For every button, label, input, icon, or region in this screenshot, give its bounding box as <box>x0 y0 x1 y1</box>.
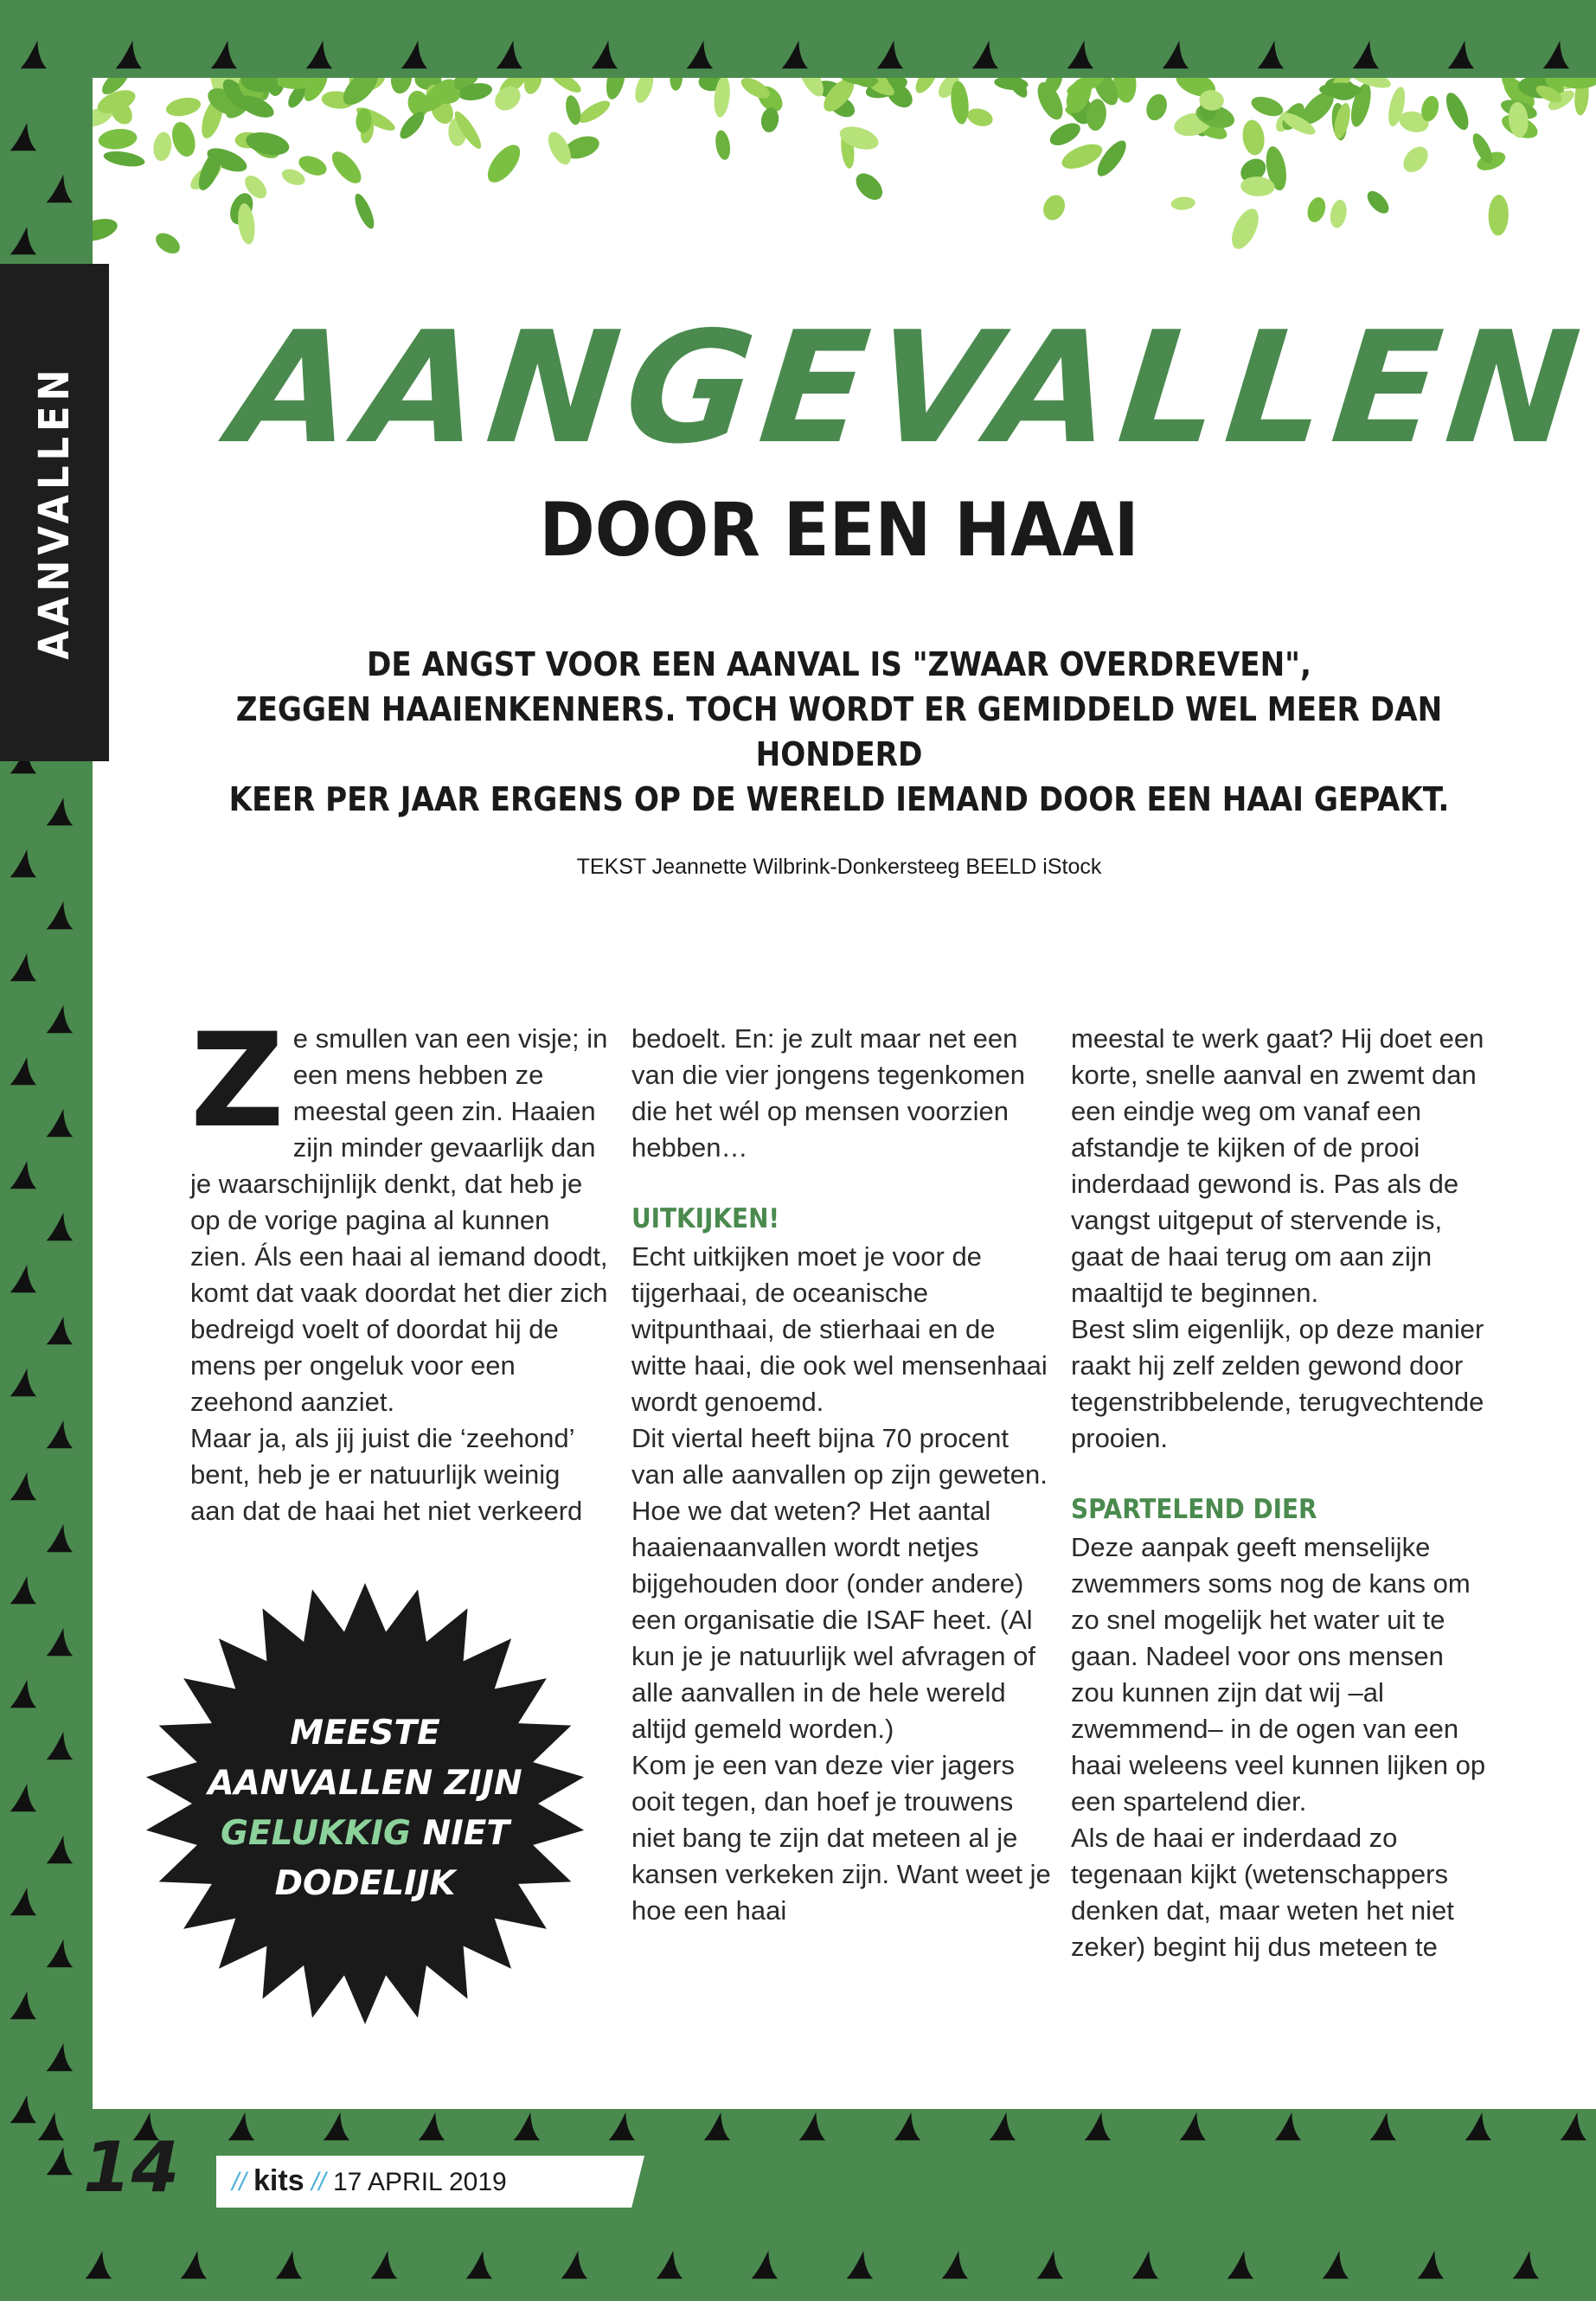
shark-fin-icon <box>47 1836 74 1863</box>
leaf-icon <box>396 108 428 143</box>
shark-fin-icon <box>1561 2112 1587 2140</box>
shark-fin-icon <box>10 227 37 254</box>
leaf-icon <box>151 131 173 162</box>
section-heading-uitkijken: UITKIJKEN! <box>631 1203 780 1234</box>
shark-fin-icon <box>47 1420 74 1448</box>
leaf-icon <box>965 106 995 129</box>
shark-fin-icon <box>1448 41 1475 68</box>
shark-fin-icon <box>371 2251 398 2279</box>
shark-fin-icon <box>1418 2251 1445 2279</box>
leaf-icon <box>1227 205 1264 253</box>
paragraph: meestal te werk gaat? Hij doet een korte, snelle aanval en zwemt dan een eindje weg om vanaf een afstandje te kijken of de prooi inderdaad gewond is. Pas als de vangst uitgeput of stervende is, gaat de haai terug om aan zijn maaltijd te beginnen. <box>1071 1023 1484 1308</box>
leaf-icon <box>1170 196 1195 211</box>
leaf-icon <box>575 97 613 127</box>
shark-fin-icon <box>38 2112 65 2140</box>
shark-fin-icon <box>942 2251 969 2279</box>
footer-text <box>232 2164 507 2198</box>
intro-line: ZEGGEN HAAIENKENNERS. TOCH WORDT ER GEMIDDELD WEL MEER DAN HONDERD <box>235 690 1443 773</box>
leaf-icon <box>168 119 199 160</box>
shark-fin-icon <box>497 41 523 68</box>
shark-fin-icon <box>514 2112 541 2140</box>
shark-fin-icon <box>1275 2112 1302 2140</box>
paragraph: bedoelt. En: je zult maar net een van die vier jongens tegenkomen die het wél op mensen voorzien hebben… <box>631 1023 1025 1163</box>
article-title: AANGEVALLEN <box>224 298 1595 478</box>
shark-fin-icon <box>1370 2112 1397 2140</box>
shark-fin-icon <box>1513 2251 1540 2279</box>
leaf-icon <box>93 215 120 245</box>
shark-fin-icon <box>10 1265 37 1292</box>
starburst-line: MEESTE <box>290 1714 440 1753</box>
shark-fin-icon <box>47 1732 74 1759</box>
paragraph: Hoe we dat weten? Het aantal haaienaanvallen wordt netjes bijgehouden door (onder andere) een organisatie die ISAF heet. (Al kun je je natuurlijk wel afvragen of alle aanvallen in de hele wereld altijd gemeld worden.) <box>631 1496 1035 1744</box>
paragraph: Best slim eigenlijk, op deze manier raakt hij zelf zelden gewond door tegenstribbelende, terugvechtende prooien. <box>1071 1314 1484 1453</box>
shark-fin-icon <box>609 2112 636 2140</box>
footer-separator: // <box>311 2168 326 2196</box>
shark-fin-icon <box>211 41 238 68</box>
shark-fin-icon <box>47 2043 74 2071</box>
shark-fin-icon <box>10 1888 37 1915</box>
shark-fin-icon <box>10 1576 37 1604</box>
shark-fin-icon <box>47 1109 74 1137</box>
leaf-icon <box>851 169 888 205</box>
paragraph: Echt uitkijken moet je voor de tijgerhaai, de oceanische witpunthaai, de stierhaai en de witte haai, die ook wel mensenhaai wordt genoemd. <box>631 1241 1048 1417</box>
shark-fin-icon <box>877 41 904 68</box>
shark-fin-icon <box>306 41 333 68</box>
shark-fin-icon <box>276 2251 303 2279</box>
leaf-icon <box>164 95 202 119</box>
intro-text <box>186 642 1492 822</box>
shark-fin-icon <box>10 1991 37 2019</box>
leaf-icon <box>102 149 145 169</box>
shark-fin-icon <box>116 41 143 68</box>
shark-fin-icon <box>47 1628 74 1656</box>
shark-fin-icon <box>1163 41 1189 68</box>
starburst-text <box>140 1708 590 1909</box>
shark-fin-icon <box>1180 2112 1207 2140</box>
shark-fin-icon <box>1085 2112 1112 2140</box>
leaf-icon <box>1442 90 1473 133</box>
leaf-icon <box>714 129 733 161</box>
leaf-icon <box>152 229 183 258</box>
leaf-icon <box>670 78 683 91</box>
leaf-icon <box>548 78 584 96</box>
shark-fin-icon <box>181 2251 208 2279</box>
starburst-highlight: GELUKKIG <box>221 1814 412 1853</box>
shark-fin-icon <box>401 41 428 68</box>
shark-fin-icon <box>847 2251 874 2279</box>
starburst-line-rest: NIET <box>422 1814 510 1853</box>
issue-date: 17 APRIL 2019 <box>332 2168 507 2196</box>
leaf-icon <box>603 78 629 101</box>
drop-cap: Z <box>190 1006 285 1157</box>
column-3 <box>1071 1021 1486 1965</box>
leaf-icon <box>98 127 138 151</box>
starburst-line: AANVALLEN ZIJN <box>208 1764 522 1803</box>
shark-fin-icon <box>799 2112 826 2140</box>
shark-fin-icon <box>324 2112 350 2140</box>
paragraph: Maar ja, als jij juist die ‘zeehond’ bent, heb je er natuurlijk weinig aan dat de haai het niet verkeerd <box>190 1423 583 1526</box>
shark-fin-icon <box>561 2251 588 2279</box>
shark-fin-icon <box>752 2251 779 2279</box>
paragraph: Deze aanpak geeft menselijke zwemmers soms nog de kans om zo snel mogelijk het water uit te gaan. Nadeel voor ons mensen zou kunnen zijn dat wij –al zwemmend– in de ogen van een haai weleens veel kunnen lijken op een spartelend dier. <box>1071 1532 1486 1817</box>
shark-fin-icon <box>704 2112 731 2140</box>
leaf-icon <box>631 78 657 106</box>
section-tab <box>0 264 109 761</box>
shark-fin-icon <box>47 1939 74 1967</box>
shark-fin-icon <box>972 41 999 68</box>
shark-fin-icon <box>228 2112 255 2140</box>
leaf-icon <box>1328 198 1349 229</box>
shark-fin-icon <box>1543 41 1570 68</box>
leaf-icon <box>1304 195 1329 224</box>
shark-fin-icon <box>466 2251 493 2279</box>
shark-fin-icon <box>1132 2251 1159 2279</box>
shark-fin-icon <box>894 2112 921 2140</box>
page-number: 14 <box>83 2127 180 2208</box>
shark-fin-icon <box>1067 41 1094 68</box>
shark-fin-icon <box>1353 41 1380 68</box>
shark-fin-icon <box>687 41 714 68</box>
section-tab-label: AANVALLEN <box>30 364 79 660</box>
shark-fin-icon <box>10 953 37 981</box>
leaf-icon <box>912 78 941 96</box>
shark-fin-icon <box>10 1057 37 1085</box>
section-heading-spartelend: SPARTELEND DIER <box>1071 1494 1317 1525</box>
paragraph: e smullen van een visje; in een mens hebben ze meestal geen zin. Haaien zijn minder gevaarlijk dan je waarschijnlijk denkt, dat heb je op de vorige pagina al kunnen zien. Áls een haai al iemand doodt, komt dat vaak doordat het dier zich bedreigd voelt of doordat hij de mens per ongeluk voor een zeehond aanziet. <box>190 1023 608 1417</box>
leaf-icon <box>1093 137 1131 181</box>
shark-fin-icon <box>1258 41 1285 68</box>
shark-fin-icon <box>10 849 37 877</box>
shark-fin-icon <box>990 2112 1016 2140</box>
shark-fin-icon <box>1323 2251 1349 2279</box>
shark-fin-icon <box>47 1005 74 1033</box>
leaves-decoration <box>93 78 1596 285</box>
starburst-line <box>140 1809 590 1859</box>
leaf-icon <box>1047 119 1084 150</box>
paragraph: Kom je een van deze vier jagers ooit tegen, dan hoef je trouwens niet bang te zijn dat meteen al je kansen verkeken zijn. Want weet je hoe een haai <box>631 1750 1051 1926</box>
shark-fin-icon <box>10 123 37 151</box>
shark-fin-icon <box>10 1680 37 1708</box>
intro-line: DE ANGST VOOR EEN AANVAL IS "ZWAAR OVERDREVEN", <box>367 645 1311 683</box>
shark-fin-icon <box>10 1161 37 1189</box>
shark-fin-icon <box>10 2095 37 2123</box>
shark-fin-icon <box>419 2112 445 2140</box>
byline: TEKST Jeannette Wilbrink-Donkersteeg BEELD iStock <box>576 855 1102 879</box>
shark-fin-icon <box>86 2251 112 2279</box>
shark-fin-icon <box>10 1368 37 1396</box>
article-subtitle: DOOR EEN HAAI <box>539 487 1139 574</box>
leaf-icon <box>1399 142 1433 177</box>
leaf-icon <box>1363 188 1393 218</box>
leaf-icon <box>351 191 377 231</box>
magazine-name: kits <box>253 2164 304 2197</box>
shark-fin-icon <box>1037 2251 1064 2279</box>
shark-fin-icon <box>657 2251 683 2279</box>
shark-fin-icon <box>1227 2251 1254 2279</box>
shark-fin-icon <box>21 41 48 68</box>
leaf-icon <box>327 147 366 189</box>
starburst-line: DODELIJK <box>274 1864 456 1903</box>
leaf-icon <box>388 78 414 95</box>
shark-fin-icon <box>592 41 619 68</box>
shark-fin-icon <box>47 901 74 929</box>
intro-line: KEER PER JAAR ERGENS OP DE WERELD IEMAND DOOR EEN HAAI GEPAKT. <box>228 780 1450 818</box>
shark-fin-icon <box>47 175 74 202</box>
column-2 <box>631 1021 1051 1929</box>
leaf-icon <box>1488 195 1509 236</box>
shark-fin-icon <box>1465 2112 1492 2140</box>
shark-fin-icon <box>47 798 74 825</box>
shark-fin-icon <box>10 1784 37 1811</box>
column-1 <box>190 1006 610 1529</box>
shark-fin-icon <box>47 1213 74 1240</box>
shark-fin-icon <box>782 41 809 68</box>
paragraph: Als de haai er inderdaad zo tegenaan kijkt (wetenschappers denken dat, maar weten het niet zeker) begint hij dus meteen te <box>1071 1823 1454 1962</box>
leaf-icon <box>1240 119 1266 157</box>
shark-fin-icon <box>47 2147 74 2175</box>
paragraph: Dit viertal heeft bijna 70 procent van alle aanvallen op zijn geweten. <box>631 1423 1048 1490</box>
shark-fin-icon <box>47 1317 74 1344</box>
shark-fin-icon <box>10 1472 37 1500</box>
leaf-icon <box>482 139 526 188</box>
shark-fin-icon <box>47 1524 74 1552</box>
leaf-icon <box>1143 92 1170 124</box>
leaf-icon <box>522 78 545 96</box>
footer-separator: // <box>232 2168 247 2196</box>
leaf-icon <box>1249 93 1286 119</box>
leaf-icon <box>1040 191 1069 223</box>
